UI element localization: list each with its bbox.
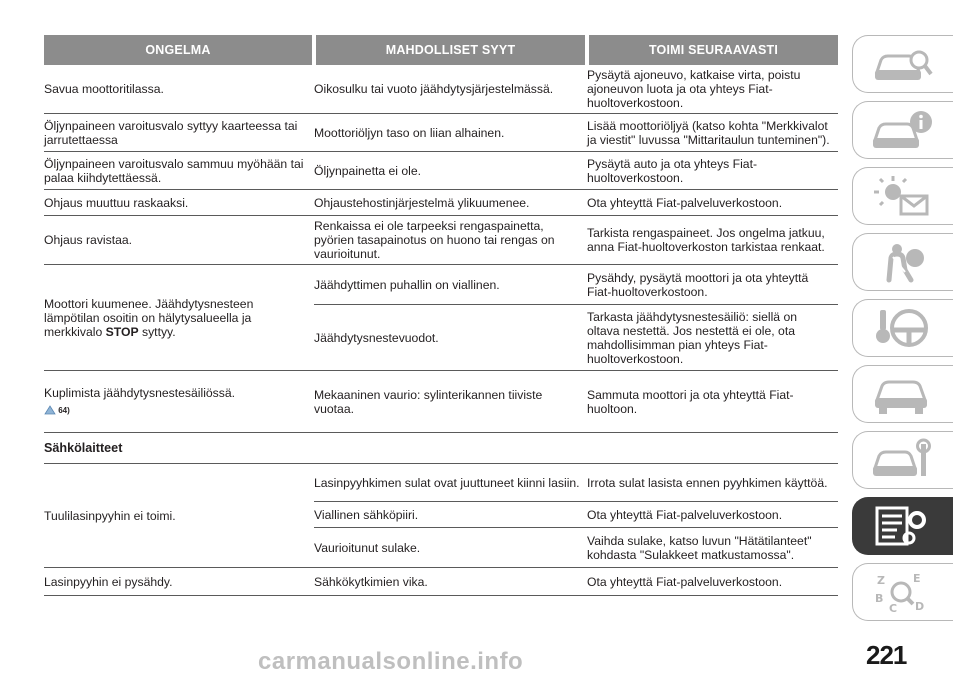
- cause-cell: Öljynpainetta ei ole.: [314, 152, 587, 190]
- car-search-icon: [871, 42, 935, 86]
- action-cell: Tarkista rengaspaineet. Jos ongelma jatkuu, anna Fiat-huoltoverkoston tarkistaa renkaat.: [587, 216, 838, 265]
- action-cell: Pysäytä ajoneuvo, katkaise virta, poistu ajoneuvon luota ja ota yhteys Fiat-huoltoverkostoon.: [587, 65, 838, 114]
- table-row: [44, 464, 838, 502]
- stop-label: STOP: [105, 324, 139, 339]
- problem-cell: Ohjaus ravistaa.: [44, 216, 314, 265]
- svg-text:C: C: [889, 602, 898, 614]
- cause-cell: Oikosulku tai vuoto jäähdytysjärjestelmässä.: [314, 65, 587, 114]
- action-cell: Ota yhteyttä Fiat-palveluverkostoon.: [587, 190, 838, 216]
- cause-cell: Renkaissa ei ole tarpeeksi rengaspainetta, pyörien tasapainotus on huono tai rengas on vaurioitunut.: [314, 216, 587, 265]
- section-title: Sähkölaitteet: [44, 433, 838, 464]
- problem-cell-wiper: Tuulilasinpyyhin ei toimi.: [44, 464, 314, 568]
- header-problem: ONGELMA: [44, 35, 314, 65]
- chapter-tab-7[interactable]: [852, 431, 953, 489]
- action-cell: Irrota sulat lasista ennen pyyhkimen käyttöä.: [587, 464, 838, 502]
- bubbles-text: Kuplimista jäähdytysnestesäiliössä.: [44, 385, 236, 400]
- warning-reference: [44, 404, 308, 418]
- cause-cell: Viallinen sähköpiiri.: [314, 502, 587, 528]
- chapter-tab-1[interactable]: [852, 35, 953, 93]
- svg-text:E: E: [913, 572, 921, 585]
- page-number: 221: [866, 640, 907, 670]
- chapter-tab-3[interactable]: [852, 167, 953, 225]
- warning-light-message-icon: [871, 174, 935, 218]
- table-header-row: [44, 35, 838, 65]
- overheat-text-prefix: Moottori kuumenee. Jäähdytysnesteen lämpötilan osoitin on hälytysalueella ja merkkivalo: [44, 296, 254, 339]
- table-row: [44, 568, 838, 596]
- watermark: carmanualsonline.info: [258, 648, 524, 675]
- problem-cell: Lasinpyyhin ei pysähdy.: [44, 568, 314, 596]
- cause-cell: Vaurioitunut sulake.: [314, 528, 587, 568]
- header-causes: MAHDOLLISET SYYT: [314, 35, 587, 65]
- header-actions: TOIMI SEURAAVASTI: [587, 35, 838, 65]
- table-row: [44, 216, 838, 265]
- chapter-tab-5[interactable]: [852, 299, 953, 357]
- warning-ref-number: 64): [58, 405, 70, 415]
- chapter-tab-2[interactable]: [852, 101, 953, 159]
- problem-cell: Savua moottoritilassa.: [44, 65, 314, 114]
- troubleshooting-table-wrap: [44, 35, 838, 596]
- action-cell: Tarkasta jäähdytysnestesäiliö: siellä on oltava nestettä. Jos nestettä ei ole, ota mahdollisimman pian yhteys Fiat-huoltoverkostoon.: [587, 305, 838, 371]
- problem-cell: Ohjaus muuttuu raskaaksi.: [44, 190, 314, 216]
- cause-cell: Ohjaustehostinjärjestelmä ylikuumenee.: [314, 190, 587, 216]
- action-cell: Sammuta moottori ja ota yhteyttä Fiat-huoltoon.: [587, 371, 838, 433]
- table-row: [44, 114, 838, 152]
- section-row-electrical: [44, 433, 838, 464]
- table-row: [44, 371, 838, 433]
- warning-pointer-icon: [44, 405, 56, 415]
- airbag-seat-icon: [871, 240, 935, 284]
- troubleshooting-table: [44, 35, 838, 596]
- chapter-tab-8-active[interactable]: [852, 497, 953, 555]
- svg-text:B: B: [875, 592, 884, 605]
- action-cell: Ota yhteyttä Fiat-palveluverkostoon.: [587, 502, 838, 528]
- table-row: [44, 65, 838, 114]
- cause-cell: Sähkökytkimien vika.: [314, 568, 587, 596]
- alphabet-search-icon: [871, 570, 935, 614]
- cause-cell: Jäähdytysnestevuodot.: [314, 305, 587, 371]
- action-cell: Ota yhteyttä Fiat-palveluverkostoon.: [587, 568, 838, 596]
- cause-cell: Lasinpyyhkimen sulat ovat juuttuneet kiinni lasiin.: [314, 464, 587, 502]
- problem-cell: [44, 371, 314, 433]
- svg-text:Z: Z: [877, 574, 885, 587]
- action-cell: Vaihda sulake, katso luvun "Hätätilanteet" kohdasta "Sulakkeet matkustamossa".: [587, 528, 838, 568]
- problem-cell-overheat: [44, 265, 314, 371]
- chapter-sidebar: [852, 35, 960, 629]
- svg-text:D: D: [915, 600, 925, 613]
- action-cell: Pysähdy, pysäytä moottori ja ota yhteyttä Fiat-huoltoverkostoon.: [587, 265, 838, 305]
- table-row: [44, 152, 838, 190]
- car-wrench-icon: [871, 438, 935, 482]
- cause-cell: Moottoriöljyn taso on liian alhainen.: [314, 114, 587, 152]
- overheat-text-suffix: syttyy.: [138, 324, 176, 339]
- chapter-tab-6[interactable]: [852, 365, 953, 423]
- car-flat-tire-icon: [871, 372, 935, 416]
- steering-key-icon: [871, 306, 935, 350]
- car-info-icon: [871, 108, 935, 152]
- table-row: [44, 265, 838, 305]
- problem-cell: Öljynpaineen varoitusvalo syttyy kaarteessa tai jarrutettaessa: [44, 114, 314, 152]
- chapter-tab-4[interactable]: [852, 233, 953, 291]
- problem-cell: Öljynpaineen varoitusvalo sammuu myöhään tai palaa kiihdytettäessä.: [44, 152, 314, 190]
- action-cell: Lisää moottoriöljyä (katso kohta "Merkkivalot ja viestit" luvussa "Mittaritaulun tunteminen").: [587, 114, 838, 152]
- cause-cell: Mekaaninen vaurio: sylinterikannen tiiviste vuotaa.: [314, 371, 587, 433]
- list-gear-icon: [871, 502, 935, 550]
- table-row: [44, 190, 838, 216]
- chapter-tab-9[interactable]: [852, 563, 953, 621]
- action-cell: Pysäytä auto ja ota yhteys Fiat-huoltoverkostoon.: [587, 152, 838, 190]
- cause-cell: Jäähdyttimen puhallin on viallinen.: [314, 265, 587, 305]
